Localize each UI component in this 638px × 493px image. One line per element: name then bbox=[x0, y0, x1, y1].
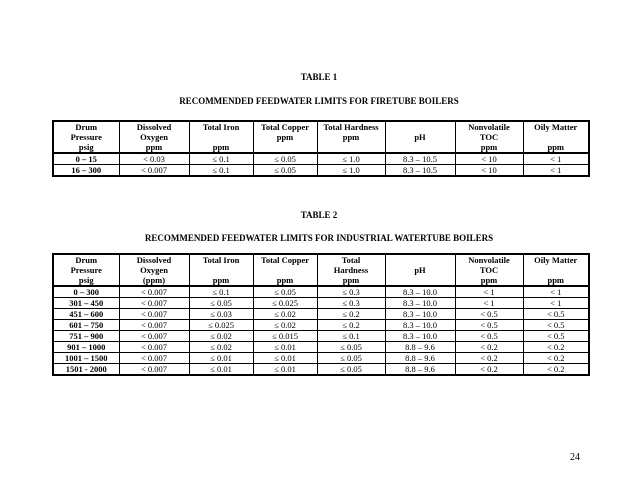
table-cell: 8.3 – 10.0 bbox=[385, 286, 455, 298]
column-header-line: pH bbox=[414, 265, 426, 275]
table-cell: < 0.007 bbox=[119, 309, 189, 320]
table-cell: < 0.5 bbox=[455, 320, 523, 331]
table-cell: 8.3 – 10.5 bbox=[385, 153, 455, 165]
table-row bbox=[53, 364, 589, 376]
column-header-line: ppm bbox=[145, 142, 163, 152]
table-cell: ≤ 0.01 bbox=[189, 364, 253, 376]
table2-title: RECOMMENDED FEEDWATER LIMITS FOR INDUSTRIAL WATERTUBE BOILERS bbox=[144, 233, 494, 243]
table-cell: ≤ 1.0 bbox=[317, 153, 385, 165]
column-header-line: ppm bbox=[276, 275, 294, 285]
table-cell: ≤ 0.05 bbox=[253, 153, 317, 165]
column-header-line bbox=[191, 265, 252, 275]
table-row bbox=[53, 353, 589, 364]
column-header-line: Total bbox=[341, 255, 361, 265]
table-cell: 8.3 – 10.0 bbox=[385, 298, 455, 309]
table-row bbox=[53, 320, 589, 331]
column-header bbox=[385, 254, 455, 286]
table-cell: < 0.007 bbox=[119, 331, 189, 342]
firetube-limits-table bbox=[52, 120, 590, 177]
table-cell: ≤ 0.025 bbox=[253, 298, 317, 309]
column-header-line: Total Iron bbox=[202, 255, 240, 265]
pressure-range-cell: 901 – 1000 bbox=[53, 342, 119, 353]
table-cell: ≤ 0.05 bbox=[317, 342, 385, 353]
pressure-range-cell: 1501 - 2000 bbox=[53, 364, 119, 376]
column-header-line: Total Iron bbox=[202, 122, 240, 132]
table-cell: ≤ 0.01 bbox=[253, 364, 317, 376]
table-cell: ≤ 0.3 bbox=[317, 298, 385, 309]
table-cell: ≤ 0.025 bbox=[189, 320, 253, 331]
table-cell: 8.3 – 10.0 bbox=[385, 331, 455, 342]
column-header-line bbox=[525, 132, 588, 142]
table-cell: < 10 bbox=[455, 153, 523, 165]
table-row bbox=[53, 309, 589, 320]
column-header-line: Total Hardness bbox=[323, 122, 379, 132]
column-header-line: ppm bbox=[212, 275, 230, 285]
table-cell: ≤ 0.02 bbox=[189, 342, 253, 353]
column-header-line: Oily Matter bbox=[534, 122, 578, 132]
column-header-line bbox=[255, 265, 316, 275]
column-header-line: Dissolved bbox=[136, 255, 172, 265]
table-cell: 8.3 – 10.0 bbox=[385, 309, 455, 320]
table-cell: < 0.007 bbox=[119, 364, 189, 376]
table-cell: < 1 bbox=[523, 153, 589, 165]
table-cell: ≤ 0.02 bbox=[253, 309, 317, 320]
table-cell: < 1 bbox=[523, 286, 589, 298]
table-cell: ≤ 0.015 bbox=[253, 331, 317, 342]
table-cell: 8.3 – 10.5 bbox=[385, 165, 455, 177]
table-cell: ≤ 0.05 bbox=[253, 286, 317, 298]
column-header-line: ppm bbox=[480, 142, 498, 152]
table-cell: ≤ 0.05 bbox=[253, 165, 317, 177]
column-header-line bbox=[387, 275, 454, 285]
table-cell: ≤ 0.1 bbox=[189, 286, 253, 298]
table-row bbox=[53, 342, 589, 353]
pressure-range-cell: 601 – 750 bbox=[53, 320, 119, 331]
column-header bbox=[455, 121, 523, 153]
table-cell: < 0.5 bbox=[455, 309, 523, 320]
column-header-line bbox=[387, 122, 454, 132]
table-cell: < 0.007 bbox=[119, 320, 189, 331]
watertube-limits-table bbox=[52, 253, 590, 376]
pressure-range-cell: 301 – 450 bbox=[53, 298, 119, 309]
table-cell: ≤ 0.2 bbox=[317, 309, 385, 320]
column-header bbox=[385, 121, 455, 153]
column-header-line: ppm bbox=[342, 275, 360, 285]
table-row bbox=[53, 331, 589, 342]
column-header-line bbox=[387, 255, 454, 265]
table-cell: < 0.007 bbox=[119, 353, 189, 364]
table-cell: < 0.007 bbox=[119, 165, 189, 177]
column-header-line: ppm bbox=[212, 142, 230, 152]
table2-label: TABLE 2 bbox=[300, 210, 338, 220]
column-header-line: pH bbox=[414, 132, 426, 142]
table-cell: 8.8 – 9.6 bbox=[385, 364, 455, 376]
table-cell: < 0.2 bbox=[455, 342, 523, 353]
column-header-line: Oxygen bbox=[140, 132, 168, 142]
column-header bbox=[523, 254, 589, 286]
column-header bbox=[523, 121, 589, 153]
table-cell: ≤ 0.01 bbox=[189, 353, 253, 364]
table-cell: < 0.2 bbox=[523, 364, 589, 376]
column-header-line: psig bbox=[78, 275, 94, 285]
column-header bbox=[189, 254, 253, 286]
pressure-range-cell: 16 – 300 bbox=[53, 165, 119, 177]
header-row bbox=[53, 254, 589, 286]
column-header bbox=[119, 254, 189, 286]
column-header-line: Pressure bbox=[70, 132, 102, 142]
column-header-line: Total Copper bbox=[260, 255, 310, 265]
column-header-line: Oxygen bbox=[140, 265, 168, 275]
table-row bbox=[53, 165, 589, 177]
table-row bbox=[53, 153, 589, 165]
table-cell: ≤ 0.01 bbox=[253, 342, 317, 353]
table-cell: ≤ 0.01 bbox=[253, 353, 317, 364]
column-header-line: ppm bbox=[480, 275, 498, 285]
column-header-line: Drum bbox=[75, 122, 98, 132]
table-row bbox=[53, 298, 589, 309]
column-header-line bbox=[387, 142, 454, 152]
column-header bbox=[53, 254, 119, 286]
table-cell: ≤ 0.05 bbox=[317, 353, 385, 364]
column-header-line: TOC bbox=[479, 265, 499, 275]
column-header-line: ppm bbox=[547, 142, 565, 152]
table-cell: ≤ 0.02 bbox=[189, 331, 253, 342]
header-row bbox=[53, 121, 589, 153]
column-header-line: Drum bbox=[75, 255, 98, 265]
column-header-line: ppm bbox=[342, 132, 360, 142]
table1-title: RECOMMENDED FEEDWATER LIMITS FOR FIRETUBE BOILERS bbox=[179, 96, 459, 106]
pressure-range-cell: 1001 – 1500 bbox=[53, 353, 119, 364]
column-header-line: Hardness bbox=[333, 265, 369, 275]
pressure-range-cell: 751 – 900 bbox=[53, 331, 119, 342]
table-cell: ≤ 1.0 bbox=[317, 165, 385, 177]
table-cell: < 0.2 bbox=[455, 364, 523, 376]
column-header-line: psig bbox=[78, 142, 94, 152]
column-header-line: Nonvolatile bbox=[468, 255, 510, 265]
table-cell: < 0.007 bbox=[119, 298, 189, 309]
table1-label: TABLE 1 bbox=[300, 72, 338, 82]
table-cell: < 0.007 bbox=[119, 342, 189, 353]
table-cell: 8.3 – 10.0 bbox=[385, 320, 455, 331]
column-header bbox=[253, 121, 317, 153]
table-cell: ≤ 0.2 bbox=[317, 320, 385, 331]
column-header-line: Oily Matter bbox=[534, 255, 578, 265]
pressure-range-cell: 0 – 15 bbox=[53, 153, 119, 165]
column-header-line: Nonvolatile bbox=[468, 122, 510, 132]
table-cell: < 0.5 bbox=[523, 309, 589, 320]
pressure-range-cell: 451 – 600 bbox=[53, 309, 119, 320]
page-number: 24 bbox=[570, 452, 580, 463]
table-cell: ≤ 0.03 bbox=[189, 309, 253, 320]
table-cell: < 0.5 bbox=[523, 320, 589, 331]
table-cell: ≤ 0.02 bbox=[253, 320, 317, 331]
table-cell: < 0.2 bbox=[523, 342, 589, 353]
table-cell: ≤ 0.05 bbox=[317, 364, 385, 376]
column-header-line: TOC bbox=[479, 132, 499, 142]
table-cell: < 0.5 bbox=[523, 331, 589, 342]
table-cell: 8.8 – 9.6 bbox=[385, 342, 455, 353]
table-cell: 8.8 – 9.6 bbox=[385, 353, 455, 364]
column-header-line: (ppm) bbox=[142, 275, 166, 285]
column-header bbox=[189, 121, 253, 153]
table-cell: < 0.007 bbox=[119, 286, 189, 298]
column-header bbox=[317, 121, 385, 153]
column-header-line: ppm bbox=[276, 132, 294, 142]
table-cell: ≤ 0.3 bbox=[317, 286, 385, 298]
table-cell: < 0.2 bbox=[523, 353, 589, 364]
pressure-range-cell: 0 – 300 bbox=[53, 286, 119, 298]
column-header bbox=[119, 121, 189, 153]
column-header-line bbox=[319, 142, 384, 152]
column-header-line: Dissolved bbox=[136, 122, 172, 132]
column-header-line bbox=[525, 265, 588, 275]
table-cell: ≤ 0.1 bbox=[317, 331, 385, 342]
table-cell: < 1 bbox=[455, 298, 523, 309]
table-cell: < 1 bbox=[455, 286, 523, 298]
table-cell: < 0.03 bbox=[119, 153, 189, 165]
table-cell: < 1 bbox=[523, 165, 589, 177]
column-header bbox=[317, 254, 385, 286]
table-cell: < 0.5 bbox=[455, 331, 523, 342]
column-header bbox=[455, 254, 523, 286]
table-cell: ≤ 0.1 bbox=[189, 165, 253, 177]
table-cell: ≤ 0.1 bbox=[189, 153, 253, 165]
table-cell: < 1 bbox=[523, 298, 589, 309]
table-cell: ≤ 0.05 bbox=[189, 298, 253, 309]
column-header-line: Total Copper bbox=[260, 122, 310, 132]
column-header-line: Pressure bbox=[70, 265, 102, 275]
table-row bbox=[53, 286, 589, 298]
table-cell: < 0.2 bbox=[455, 353, 523, 364]
column-header-line: ppm bbox=[547, 275, 565, 285]
table-cell: < 10 bbox=[455, 165, 523, 177]
column-header bbox=[53, 121, 119, 153]
column-header-line bbox=[191, 132, 252, 142]
column-header bbox=[253, 254, 317, 286]
column-header-line bbox=[255, 142, 316, 152]
